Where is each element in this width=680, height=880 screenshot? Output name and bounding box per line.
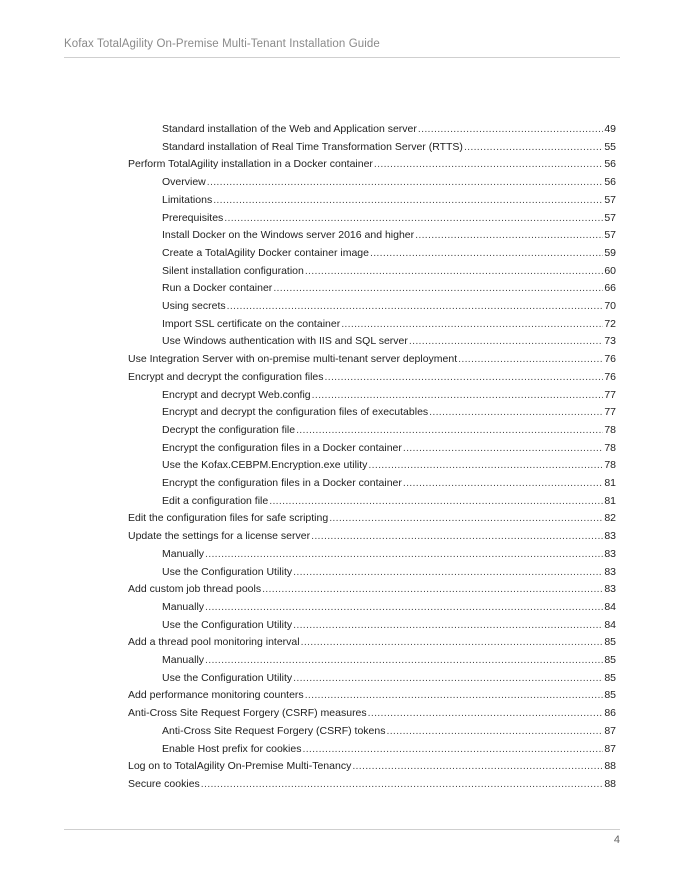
- toc-dot-leader: [305, 263, 603, 279]
- toc-entry-title: Anti-Cross Site Request Forgery (CSRF) tokens: [162, 724, 386, 737]
- header-divider: [64, 57, 620, 58]
- footer-divider: [64, 829, 620, 830]
- toc-entry-page: 87: [604, 724, 616, 737]
- page-number: 4: [613, 834, 620, 846]
- toc-entry[interactable]: [162, 670, 616, 686]
- toc-entry-title: Use Windows authentication with IIS and SQL server: [162, 335, 408, 348]
- toc-dot-leader: [205, 652, 603, 668]
- toc-entry[interactable]: [162, 280, 616, 296]
- toc-entry[interactable]: [162, 440, 616, 456]
- toc-entry[interactable]: [162, 457, 616, 473]
- toc-entry-page: 77: [604, 406, 616, 419]
- toc-entry[interactable]: [162, 564, 616, 580]
- toc-entry-title: Overview: [162, 176, 206, 189]
- toc-dot-leader: [213, 192, 603, 208]
- toc-entry[interactable]: [162, 210, 616, 226]
- toc-dot-leader: [301, 634, 604, 650]
- toc-dot-leader: [227, 298, 604, 314]
- toc-entry-page: 60: [604, 264, 616, 277]
- toc-entry[interactable]: [128, 369, 616, 385]
- toc-entry[interactable]: [128, 758, 616, 774]
- toc-entry-page: 81: [604, 494, 616, 507]
- toc-entry[interactable]: [162, 723, 616, 739]
- toc-entry-page: 84: [604, 618, 616, 631]
- toc-dot-leader: [403, 440, 603, 456]
- toc-entry[interactable]: [162, 139, 616, 155]
- toc-entry-title: Enable Host prefix for cookies: [162, 742, 302, 755]
- toc-entry-title: Edit a configuration file: [162, 494, 269, 507]
- toc-entry[interactable]: [128, 634, 616, 650]
- toc-dot-leader: [370, 245, 603, 261]
- toc-dot-leader: [201, 776, 604, 792]
- toc-dot-leader: [269, 493, 603, 509]
- toc-entry-title: Silent installation configuration: [162, 264, 304, 277]
- toc-entry-page: 76: [604, 353, 616, 366]
- toc-entry-page: 78: [604, 423, 616, 436]
- toc-entry[interactable]: [128, 776, 616, 792]
- toc-entry-page: 78: [604, 441, 616, 454]
- toc-dot-leader: [368, 457, 603, 473]
- toc-entry-title: Manually: [162, 600, 205, 613]
- toc-entry-page: 85: [604, 689, 616, 702]
- toc-dot-leader: [418, 121, 603, 137]
- toc-entry-page: 49: [604, 123, 616, 135]
- toc-entry-page: 88: [604, 777, 616, 790]
- toc-entry-title: Use the Kofax.CEBPM.Encryption.exe utility: [162, 459, 368, 472]
- toc-entry[interactable]: [162, 475, 616, 491]
- toc-entry[interactable]: [162, 227, 616, 243]
- toc-entry-title: Encrypt and decrypt the configuration files of executables: [162, 406, 429, 419]
- toc-entry-page: 56: [604, 176, 616, 189]
- toc-entry[interactable]: [162, 404, 616, 420]
- toc-dot-leader: [302, 741, 603, 757]
- toc-entry[interactable]: [162, 245, 616, 261]
- toc-dot-leader: [273, 280, 603, 296]
- toc-entry-title: Perform TotalAgility installation in a Docker container: [128, 158, 373, 171]
- toc-entry-page: 84: [604, 600, 616, 613]
- toc-dot-leader: [293, 617, 603, 633]
- toc-entry[interactable]: [162, 741, 616, 757]
- toc-entry-title: Encrypt and decrypt Web.config: [162, 388, 311, 401]
- toc-dot-leader: [458, 351, 603, 367]
- toc-entry-page: 57: [604, 229, 616, 242]
- toc-dot-leader: [293, 670, 603, 686]
- toc-dot-leader: [311, 528, 603, 544]
- toc-dot-leader: [312, 387, 604, 403]
- toc-dot-leader: [305, 687, 604, 703]
- toc-entry-title: Add a thread pool monitoring interval: [128, 636, 300, 649]
- toc-dot-leader: [464, 139, 603, 155]
- toc-entry-title: Standard installation of Real Time Transformation Server (RTTS): [162, 140, 463, 153]
- toc-dot-leader: [262, 581, 603, 597]
- toc-dot-leader: [386, 723, 603, 739]
- toc-dot-leader: [207, 174, 604, 190]
- toc-dot-leader: [205, 599, 603, 615]
- toc-entry-page: 57: [604, 193, 616, 206]
- toc-entry-title: Use the Configuration Utility: [162, 618, 293, 631]
- toc-entry-title: Use the Configuration Utility: [162, 565, 293, 578]
- toc-entry-title: Install Docker on the Windows server 2016 and higher: [162, 229, 415, 242]
- toc-dot-leader: [205, 546, 603, 562]
- toc-entry-page: 56: [604, 158, 616, 171]
- toc-entry-page: 72: [604, 317, 616, 330]
- toc-entry-title: Import SSL certificate on the container: [162, 317, 341, 330]
- toc-entry[interactable]: [128, 528, 616, 544]
- toc-dot-leader: [409, 333, 603, 349]
- toc-entry-page: 55: [604, 140, 616, 153]
- toc-entry[interactable]: [162, 192, 616, 208]
- toc-entry-page: 76: [604, 370, 616, 383]
- toc-entry-page: 83: [604, 583, 616, 596]
- toc-dot-leader: [325, 369, 604, 385]
- toc-entry[interactable]: [128, 510, 616, 526]
- toc-entry-title: Encrypt the configuration files in a Docker container: [162, 441, 402, 454]
- toc-entry-page: 57: [604, 211, 616, 224]
- toc-entry[interactable]: [162, 263, 616, 279]
- toc-entry-page: 73: [604, 335, 616, 348]
- toc-entry-title: Edit the configuration files for safe scripting: [128, 512, 329, 525]
- toc-entry-title: Add performance monitoring counters: [128, 689, 304, 702]
- toc-entry[interactable]: [162, 316, 616, 332]
- toc-entry-title: Run a Docker container: [162, 282, 273, 295]
- toc-entry-page: 83: [604, 547, 616, 560]
- toc-entry[interactable]: [162, 387, 616, 403]
- toc-entry-page: 83: [604, 565, 616, 578]
- running-header: Kofax TotalAgility On-Premise Multi-Tenant Installation Guide: [64, 38, 380, 50]
- toc-entry-page: 81: [604, 477, 616, 489]
- toc-entry[interactable]: [162, 493, 616, 509]
- toc-entry-page: 86: [604, 707, 616, 720]
- toc-entry[interactable]: [162, 546, 616, 562]
- toc-entry-page: 85: [604, 671, 616, 684]
- toc-entry-title: Standard installation of the Web and Application server: [162, 123, 417, 135]
- toc-entry-title: Add custom job thread pools: [128, 583, 262, 596]
- toc-entry[interactable]: [162, 422, 616, 438]
- toc-entry-title: Create a TotalAgility Docker container image: [162, 246, 369, 259]
- toc-entry-title: Manually: [162, 547, 205, 560]
- toc-entry-page: 83: [604, 530, 616, 543]
- toc-entry[interactable]: [162, 652, 616, 668]
- toc-entry-title: Secure cookies: [128, 777, 200, 790]
- toc-entry-page: 66: [604, 282, 616, 295]
- toc-entry-page: 78: [604, 459, 616, 472]
- toc-entry[interactable]: [162, 617, 616, 633]
- toc-entry-page: 88: [604, 760, 616, 773]
- toc-dot-leader: [329, 510, 603, 526]
- toc-entry[interactable]: [128, 156, 616, 172]
- toc-entry-title: Manually: [162, 654, 205, 666]
- toc-dot-leader: [403, 475, 603, 491]
- toc-entry[interactable]: [162, 121, 616, 137]
- toc-entry-title: Encrypt the configuration files in a Docker container: [162, 477, 402, 489]
- toc-dot-leader: [368, 705, 604, 721]
- toc-entry[interactable]: [128, 581, 616, 597]
- toc-dot-leader: [293, 564, 603, 580]
- toc-entry[interactable]: [128, 705, 616, 721]
- toc-dot-leader: [224, 210, 603, 226]
- toc-entry-page: 82: [604, 512, 616, 525]
- toc-entry-title: Using secrets: [162, 300, 226, 312]
- toc-entry[interactable]: [162, 599, 616, 615]
- toc-dot-leader: [341, 316, 603, 332]
- toc-entry[interactable]: [162, 174, 616, 190]
- toc-entry-title: Anti-Cross Site Request Forgery (CSRF) measures: [128, 707, 367, 720]
- toc-entry-title: Prerequisites: [162, 211, 224, 224]
- toc-entry[interactable]: [128, 351, 616, 367]
- toc-entry[interactable]: [128, 687, 616, 703]
- toc-dot-leader: [352, 758, 603, 774]
- toc-entry-page: 77: [604, 388, 616, 401]
- toc-dot-leader: [374, 156, 603, 172]
- toc-entry-page: 85: [604, 636, 616, 649]
- toc-dot-leader: [429, 404, 603, 420]
- toc-entry-page: 85: [604, 654, 616, 666]
- toc-entry-title: Use Integration Server with on-premise multi-tenant server deployment: [128, 353, 458, 366]
- toc-entry-page: 70: [604, 300, 616, 312]
- toc-entry-page: 87: [604, 742, 616, 755]
- toc-entry[interactable]: [162, 333, 616, 349]
- toc-entry-title: Decrypt the configuration file: [162, 423, 296, 436]
- toc-entry-title: Update the settings for a license server: [128, 530, 311, 543]
- toc-entry[interactable]: [162, 298, 616, 314]
- toc-dot-leader: [296, 422, 603, 438]
- toc-entry-title: Log on to TotalAgility On-Premise Multi-Tenancy: [128, 760, 352, 773]
- toc-entry-title: Limitations: [162, 193, 213, 206]
- toc-dot-leader: [415, 227, 603, 243]
- toc-entry-page: 59: [604, 246, 616, 259]
- toc-entry-title: Use the Configuration Utility: [162, 671, 293, 684]
- toc-entry-title: Encrypt and decrypt the configuration files: [128, 370, 324, 383]
